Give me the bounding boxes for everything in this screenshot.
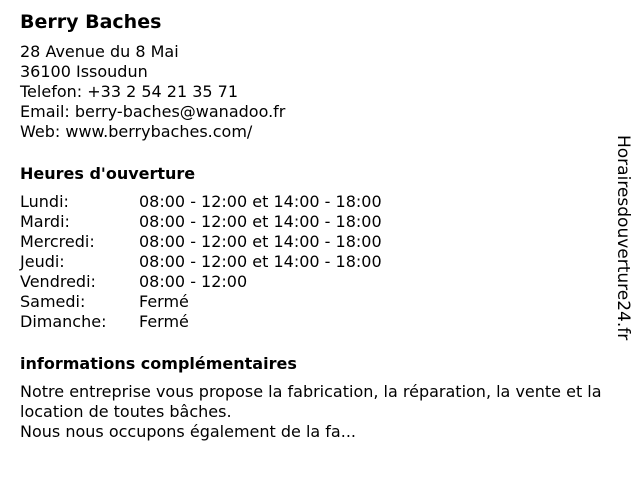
hours-row-mercredi: [20, 232, 610, 252]
hours-day: Jeudi:: [20, 252, 65, 271]
hours-day: Mardi:: [20, 212, 70, 231]
hours-day: Mercredi:: [20, 232, 95, 251]
business-name: Berry Baches: [20, 11, 162, 33]
hours-row-mardi: [20, 212, 610, 232]
hours-day: Vendredi:: [20, 272, 96, 291]
hours-time: 08:00 - 12:00: [139, 272, 248, 291]
business-card: [20, 8, 610, 442]
hours-day: Lundi:: [20, 192, 69, 211]
hours-table: [20, 192, 610, 332]
info-line-1: Notre entreprise vous propose la fabrication, la réparation, la vente et la location de toutes bâches.: [20, 382, 602, 421]
hours-time: 08:00 - 12:00 et 14:00 - 18:00: [139, 212, 382, 231]
watermark-text: Horairesdouverture24.fr: [613, 135, 633, 341]
web-text: Web: www.berrybaches.com/: [20, 122, 253, 141]
info-heading: informations complémentaires: [20, 354, 297, 373]
hours-time: 08:00 - 12:00 et 14:00 - 18:00: [139, 252, 382, 271]
address-line-1: 28 Avenue du 8 Mai: [20, 42, 179, 61]
hours-time: Fermé: [139, 312, 189, 331]
phone-text: Telefon: +33 2 54 21 35 71: [20, 82, 239, 101]
info-description: [20, 382, 620, 442]
hours-day: Dimanche:: [20, 312, 107, 331]
hours-row-vendredi: [20, 272, 610, 292]
hours-row-samedi: [20, 292, 610, 312]
hours-time: 08:00 - 12:00 et 14:00 - 18:00: [139, 192, 382, 211]
info-line-2: Nous nous occupons également de la fa...: [20, 422, 356, 441]
hours-day: Samedi:: [20, 292, 86, 311]
hours-row-lundi: [20, 192, 610, 212]
hours-row-jeudi: [20, 252, 610, 272]
email-text: Email: berry-baches@wanadoo.fr: [20, 102, 286, 121]
address-line-2: 36100 Issoudun: [20, 62, 148, 81]
hours-time: Fermé: [139, 292, 189, 311]
hours-heading: Heures d'ouverture: [20, 164, 196, 183]
hours-row-dimanche: [20, 312, 610, 332]
hours-time: 08:00 - 12:00 et 14:00 - 18:00: [139, 232, 382, 251]
